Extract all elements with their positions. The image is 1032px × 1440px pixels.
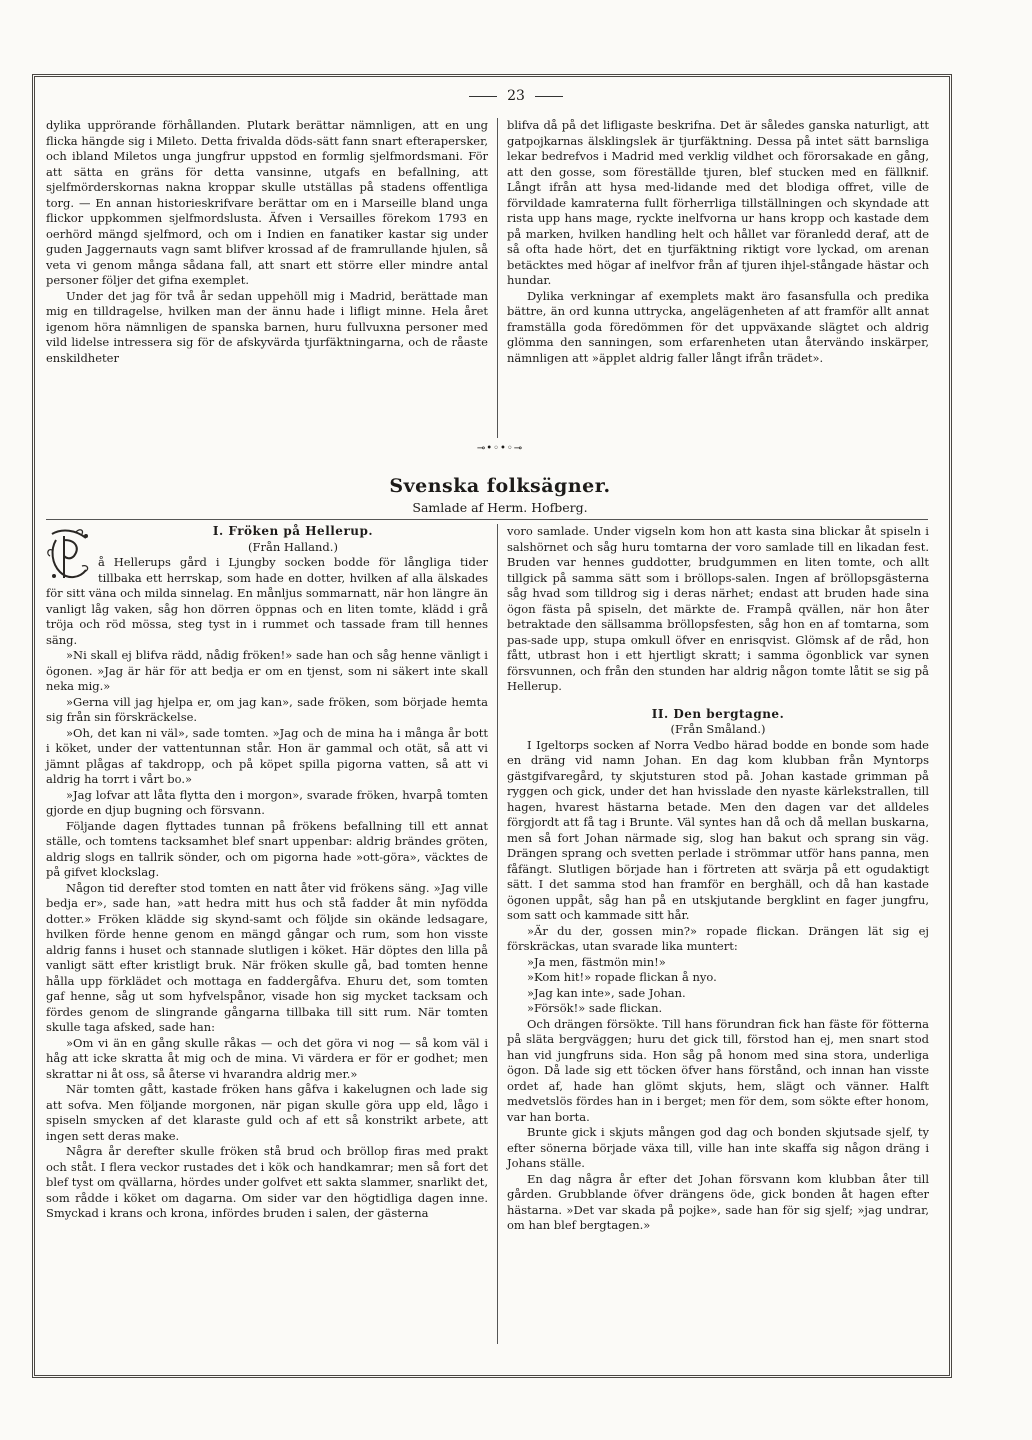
paragraph: »Ni skall ej blifva rädd, nådig fröken!» sade han och såg henne vänligt i ögonen. »Jag är här för att bedja er om en tjenst, som ni säkert inte skall neka mig.»	[46, 648, 488, 693]
story1-source: (Från Halland.)	[248, 539, 338, 554]
paragraph: blifva då på det lifligaste beskrifna. Det är således ganska naturligt, att gatpojkarnas älsklingslek är tjurfäktning. Dessa på intet sätt barnsliga lekar bedrefvos i Madrid med verklig vildhet och förorsakade en gång, att den gosse, som föreställde tjuren, blef stucken med en fällknif. Långt ifrån att hysa med-lidande med det blodiga offret, ville de förvildade kamraterna fullt förherrliga tillställningen och skyndade att rista upp hans mage, ryckte inelfvorna ur hans kropp och kastade dem på marken, hvilken handling helt och hållet var föranledd deraf, att de så ofta hade hört, det en tjurfäktning riktigt vore lyckad, om arenan betäcktes med högar af inelfvor från af tjuren ihjel-stångade hästar och hundar.	[507, 118, 929, 287]
column-divider	[497, 118, 498, 438]
article-byline: Samlade af Herm. Hofberg.	[412, 500, 588, 515]
page-number: 23	[0, 88, 1032, 104]
paragraph: När tomten gått, kastade fröken hans gåfva i kakelugnen och lade sig att sofva. Men följande morgonen, när pigan skulle göra upp eld, lågo i spiseln smycken af det klaraste guld och af ett så konstrikt arbete, att ingen sett deras make.	[46, 1082, 488, 1143]
story1-left-column	[46, 524, 488, 1222]
intro-right-column	[507, 118, 929, 366]
story2-heading: II. Den bergtagne.	[651, 706, 785, 721]
paragraph: »Om vi än en gång skulle råkas — och det göra vi nog — så kom väl i håg att icke skratta åt mig och de mina. Vi värdera er för er godhet; men skrattar ni åt oss, så återse vi hvarandra aldrig mer.»	[46, 1035, 488, 1081]
paragraph: Dylika verkningar af exemplets makt äro fasansfulla och predika bättre, än ord kunna uttrycka, angelägenheten af att framför allt annat framställa goda föredömmen för det uppväxande slägtet och aldrig glömma den sanningen, som erfarenheten utan återvändo inskärper, nämnligen att »äpplet aldrig faller långt ifrån trädet».	[507, 288, 929, 365]
paragraph: I Igeltorps socken af Norra Vedbo härad bodde en bonde som hade en dräng vid namn Johan. En dag kom klubban från Myntorps gästgifvaregård, ty skjutsturen stod på. Johan kastade grimman på ryggen och gick, under det han hvisslade den nyaste kärlekstrallen, till hagen, hvarest hästarna betade. Men den dagen var det alldeles förgjordt att få tag i Brunte. Väl syntes han då och då mellan buskarna, men så fort Johan närmade sig, slog han bakut och sprang sin väg. Drängen sprang och svetten perlade i strömmar utför hans panna, men fåfängt. Slutligen började han i förtreten att svärja på ett ogudaktigt sätt. I det samma stod han framför en berghäll, och då han kastade ögonen uppåt, såg han på en utskjutande bergklint en fager jungfru, som satt och kammade sitt hår.	[507, 737, 929, 922]
section-divider	[46, 519, 928, 520]
paragraph: å Hellerups gård i Ljungby socken bodde för långliga tider tillbaka ett herrskap, som hade en dotter, hvilken af alla älskades för sitt väna och milda sinnelag. En månljus sommarnatt, när hon längre än vanligt låg vaken, såg hon dörren öppnas och en liten tomte, klädd i grå tröja och röd mössa, steg tyst in i rummet och tassade fram till hennes säng.	[46, 555, 489, 647]
section-ornament: ⊸•◦•◦⊸	[476, 443, 524, 454]
paragraph: Någon tid derefter stod tomten en natt åter vid frökens säng. »Jag ville bedja er», sade han, »att hedra mitt hus och stå fadder åt min nyfödda dotter.» Fröken klädde sig skynd-samt och följde sin okände ledsagare, hvilken förde henne genom en mängd gångar och rum, som hon visste aldrig fanns i huset och stannade slutligen i köket. Här döptes den lilla på vanligt sätt efter kristligt bruk. När fröken skulle gå, bad tomten henne hålla upp förklädet och mottaga en faddergåfva. Ehuru det, som tomten gaf henne, såg ut som hyfvelspånor, visade hon sig mycket tacksam och fördes genom de slingrande gångarna tillbaka till sitt rum. När tomten skulle taga afsked, sade han:	[46, 880, 488, 1034]
paragraph: Under det jag för två år sedan uppehöll mig i Madrid, berättade man mig en tilldragelse, hvilken man der ännu hade i lifligt minne. Hela året igenom höra nämnligen de spanska barnen, huru fullvuxna personer med vild lidelse intressera sig för de afskyvärda tjurfäktningarna, och de råaste enskildheter	[46, 288, 488, 365]
paragraph: Följande dagen flyttades tunnan på frökens befallning till ett annat ställe, och tomtens tacksamhet blef snart uppenbar: aldrig brändes gröten, aldrig slogs en tallrik sönder, och om pigorna hade »ott-göra», väcktes de på gifvet klockslag.	[46, 818, 488, 879]
column-divider	[497, 524, 498, 1344]
story-right-column	[507, 524, 929, 1234]
decorative-initial-icon	[46, 526, 92, 586]
paragraph: voro samlade. Under vigseln kom hon att kasta sina blickar åt spiseln i salshörnet och såg huru tomtarna der voro samlade till en likadan fest. Bruden var hennes guddotter, brudgummen en liten tomte, och allt tillgick på samma sätt som i bröllops-salen. Ingen af bröllopsgästerna såg hvad som tilldrog sig i deras närhet; endast att bruden hade sina ögon fästa på spiseln, det märkte de. Frampå qvällen, när hon åter betraktade den sällsamma bröllopsfesten, såg hon en af tomtarna, som pas-sade upp, stupa omkull öfver en enrisqvist. Glömsk af de råd, hon fått, utbrast hon i ett hjertligt skratt; i samma ögonblick var synen försvunnen, och från den stunden har aldrig någon tomte låtit se sig på Hellerup.	[507, 524, 929, 693]
paragraph: »Kom hit!» ropade flickan å nyo.	[527, 970, 717, 984]
paragraph: »Är du der, gossen min?» ropade flickan. Drängen lät sig ej förskräckas, utan svarade lika muntert:	[507, 923, 929, 953]
paragraph: En dag några år efter det Johan försvann kom klubban åter till gården. Grubblande öfver drängens öde, gick bonden åt hagen efter hästarna. »Det var skada på pojke», sade han för sig sjelf; »jag undrar, om han blef bergtagen.»	[507, 1171, 929, 1232]
paragraph: »Jag lofvar att låta flytta den i morgon», svarade fröken, hvarpå tomten gjorde en djup bugning och försvann.	[46, 787, 488, 817]
paragraph: »Gerna vill jag hjelpa er, om jag kan», sade fröken, som började hemta sig från sin förskräckelse.	[46, 694, 488, 724]
paragraph: »Jag kan inte», sade Johan.	[527, 985, 686, 1000]
intro-left-column	[46, 118, 488, 366]
story1-heading: I. Fröken på Hellerup.	[212, 524, 374, 538]
paragraph: Och drängen försökte. Till hans förundran fick han fäste för fötterna på släta bergväggen; huru det gick till, förstod han ej, men snart stod han vid jungfruns sida. Hon såg på honom med sina stora, underliga ögon. Då lade sig ett töcken öfver hans förstånd, och innan han visste ordet af, hade han glömt skjuts, hem, slägt och vänner. Halft medvetslös fördes han in i berget; men för dem, som sökte efter honom, var han borta.	[507, 1016, 929, 1124]
paragraph: dylika upprörande förhållanden. Plutark berättar nämnligen, att en ung flicka hängde sig i Mileto. Detta frivalda döds-sätt fann snart efterapersker, och ibland Miletos unga jungfrur uppstod en formlig sjelfmordsmani. För att sätta en gräns för detta vansinne, utgafs en befallning, att sjelfmörderskornas nakna kroppar skulle utställas på stadens offentliga torg. — En annan historieskrifvare berättar om en i Marseille bland unga flickor uppkommen sjelfmordslusta. Äfven i Versailles förekom 1793 en oerhörd mängd sjelfmord, och om i Indien en fanatiker kastar sig under guden Jaggernauts vagn samt blifver krossad af de framrullande hjulen, så veta vi genom många sådana fall, att snart ett större eller mindre antal personer följer det gifna exemplet.	[46, 118, 488, 287]
paragraph: Brunte gick i skjuts mången god dag och bonden skjutsade sjelf, ty efter sönerna började växa till, ville han inte skaffa sig någon dräng i Johans ställe.	[507, 1125, 929, 1170]
paragraph: »Försök!» sade flickan.	[527, 1001, 663, 1015]
paragraph: »Oh, det kan ni väl», sade tomten. »Jag och de mina ha i många år bott i köket, under der vattentunnan står. Hon är gammal och otät, så att vi jämnt plågas af takdropp, och på köpet spilla pigorna vatten, så att vi aldrig ha torrt i vårt bo.»	[46, 725, 488, 786]
article-title: Svenska folksägner.	[389, 475, 611, 497]
paragraph: Några år derefter skulle fröken stå brud och bröllop firas med prakt och ståt. I flera veckor rustades det i kök och handkamrar; men så fort det blef tyst om qvällarna, hördes under golfvet ett sakta slammer, snarlikt det, som rådde i köket om dagarna. Om sider var den högtidliga dagen inne. Smyckad i krans och krona, infördes bruden i salen, der gästerna	[46, 1144, 488, 1220]
story2-source: (Från Småland.)	[670, 722, 766, 736]
paragraph: »Ja men, fästmön min!»	[527, 954, 666, 969]
